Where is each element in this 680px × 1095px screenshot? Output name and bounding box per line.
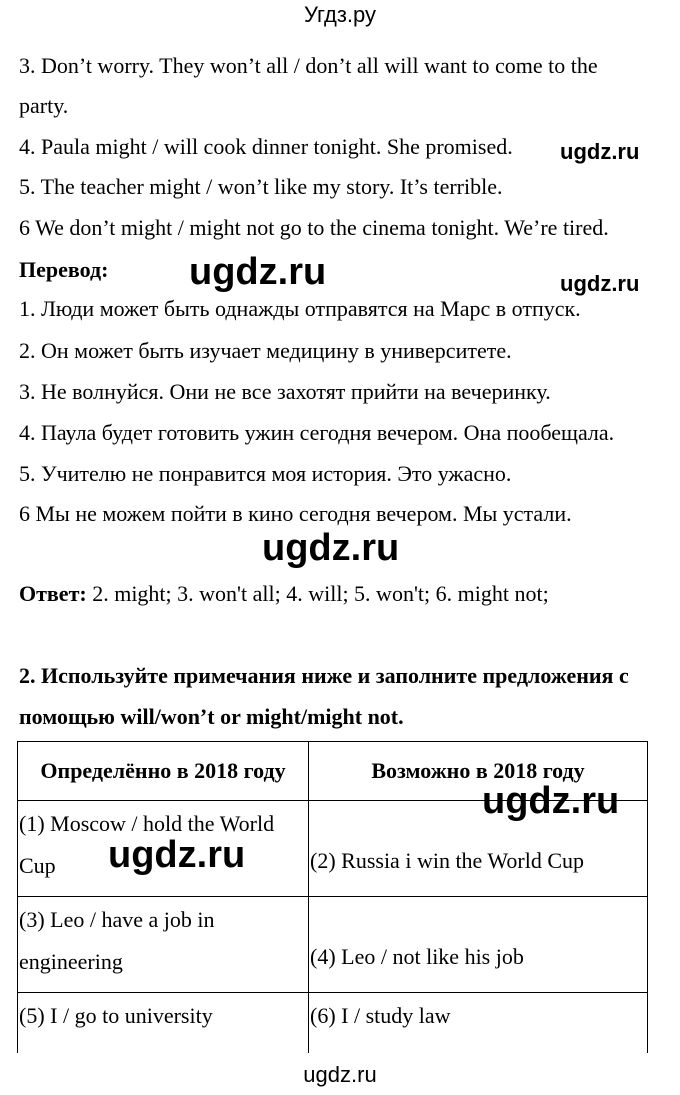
task-2-instruction-continued: помощью will/won’t or might/might not. <box>19 704 404 729</box>
site-header-title: Угдз.ру <box>303 2 377 27</box>
answer-text: 2. might; 3. won't all; 4. will; 5. won't; 6. might not; <box>86 581 549 606</box>
exercise-line-4: 4. Paula might / will cook dinner tonight. She promised. <box>19 134 513 159</box>
site-footer-watermark: ugdz.ru <box>303 1062 377 1087</box>
translation-line-5: 5. Учителю не понравится моя история. Это ужасно. <box>19 461 512 486</box>
translation-line-1: 1. Люди может быть однажды отправятся на Марс в отпуск. <box>19 296 581 321</box>
task-2-instruction: 2. Используйте примечания ниже и заполните предложения с <box>19 663 629 688</box>
watermark: ugdz.ru <box>262 527 400 569</box>
exercise-line-3b: party. <box>19 93 69 118</box>
table-cell: (1) Moscow / hold the World Cup <box>18 801 309 897</box>
table-cell: (6) I / study law <box>309 993 648 1054</box>
watermark: ugdz.ru <box>560 271 640 296</box>
watermark: ugdz.ru <box>189 251 327 293</box>
table-cell: (2) Russia i win the World Cup <box>309 801 648 897</box>
translation-line-2: 2. Он может быть изучает медицину в университете. <box>19 338 512 363</box>
table-cell: (5) I / go to university <box>18 993 309 1054</box>
translation-line-3: 3. Не волнуйся. Они не все захотят прийти на вечеринку. <box>19 379 551 404</box>
watermark: ugdz.ru <box>560 139 640 164</box>
exercise-line-6: 6 We don’t might / might not go to the cinema tonight. We’re tired. <box>19 215 609 240</box>
translation-line-4: 4. Паула будет готовить ужин сегодня вечером. Она пообещала. <box>19 420 615 445</box>
exercise-line-5: 5. The teacher might / won’t like my story. It’s terrible. <box>19 174 503 199</box>
answer-label: Ответ: <box>19 581 87 606</box>
translation-line-6: 6 Мы не можем пойти в кино сегодня вечером. Мы устали. <box>19 501 572 526</box>
watermark: ugdz.ru <box>108 834 246 876</box>
table-row <box>18 993 648 1054</box>
table-cell: (4) Leo / not like his job <box>309 897 648 993</box>
table-row <box>18 897 648 993</box>
column-header-possibly: Возможно в 2018 году <box>309 742 648 801</box>
translation-heading: Перевод: <box>19 257 109 282</box>
exercise-line-3a: 3. Don’t worry. They won’t all / don’t all will want to come to the <box>19 53 598 78</box>
table-cell: (3) Leo / have a job in engineering <box>18 897 309 993</box>
column-header-definitely: Определённо в 2018 году <box>18 742 309 801</box>
answer-line <box>19 580 549 608</box>
watermark: ugdz.ru <box>482 780 620 822</box>
